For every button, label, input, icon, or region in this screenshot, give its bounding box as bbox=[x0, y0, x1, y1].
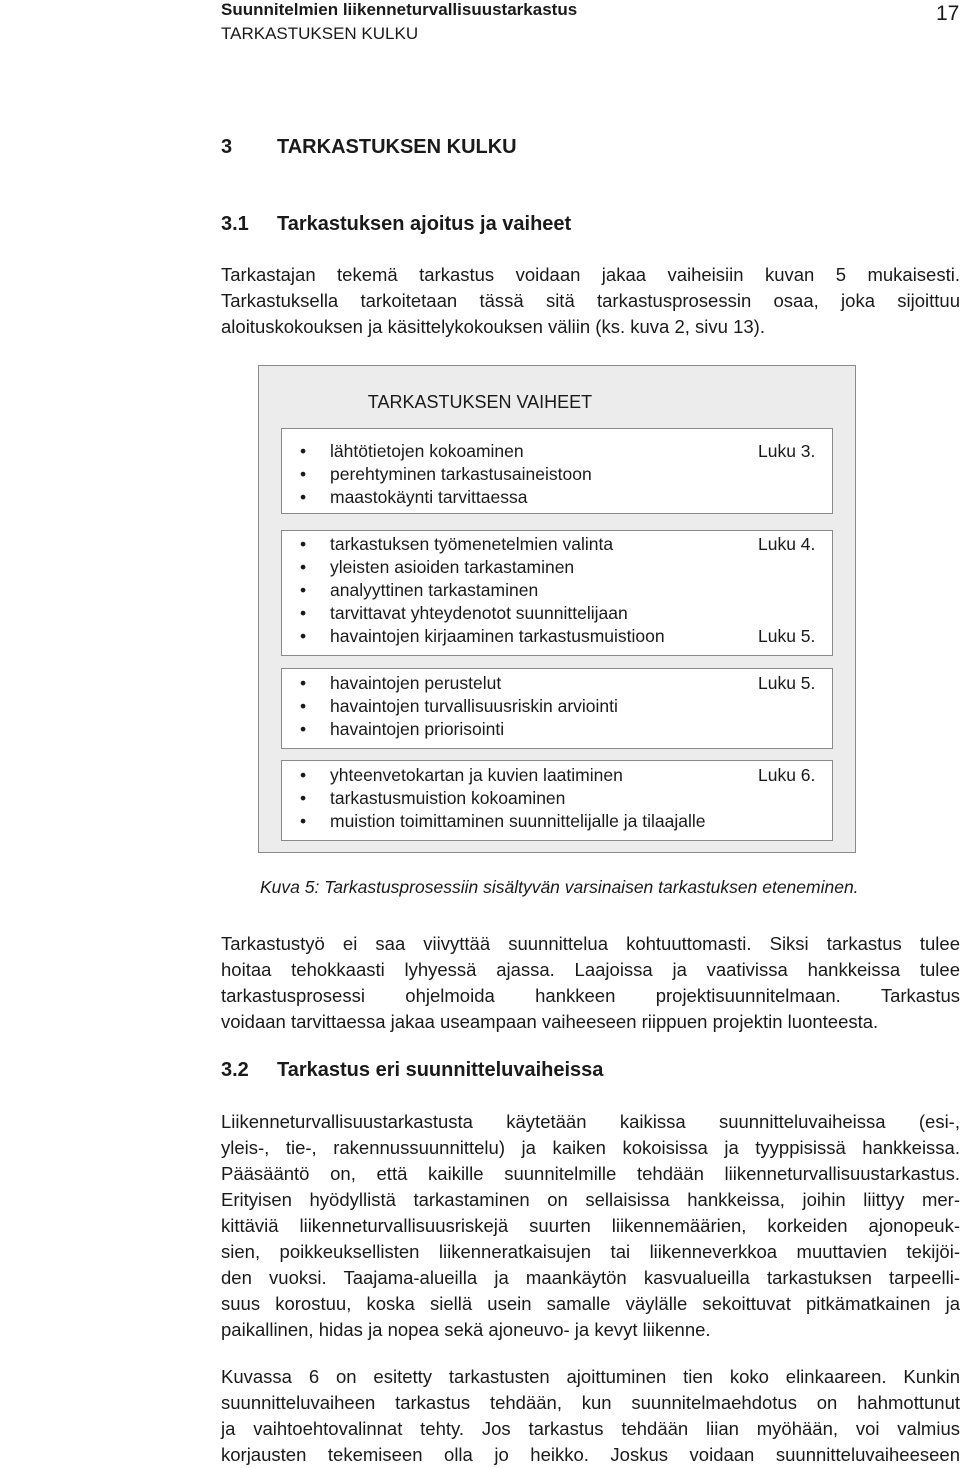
phase-item: • maastokäynti tarvittaessa bbox=[300, 487, 528, 507]
paragraph-line: Kuvassa 6 on esitetty tarkastusten ajoittuminen tien koko elinkaareen. Kunkin bbox=[221, 1366, 960, 1387]
paragraph-line: korjausten tekemiseen olla jo heikko. Joskus voidaan suunnitteluvaiheeseen bbox=[221, 1444, 960, 1465]
phase-item: • perehtyminen tarkastusaineistoon bbox=[300, 464, 592, 484]
paragraph-line: tarkastusprosessi ohjelmoida hankkeen projektisuunnitelmaan. Tarkastus bbox=[221, 985, 960, 1006]
bullet-icon: • bbox=[300, 464, 307, 484]
intro-paragraph bbox=[221, 262, 960, 340]
paragraph-line: yleis-, tie-, rakennussuunnittelu) ja kaiken kokoisissa ja tyyppisissä hankkeissa. bbox=[221, 1137, 960, 1158]
paragraph-planning-phases bbox=[221, 1109, 960, 1343]
bullet-icon: • bbox=[300, 788, 307, 808]
bullet-icon: • bbox=[300, 626, 307, 646]
section-heading-3-2 bbox=[221, 1059, 603, 1082]
paragraph-line: suunnitteluvaiheen tarkastus tehdään, kun suunnitelmaehdotus on hahmottunut bbox=[221, 1392, 960, 1413]
phase-item: • tarkastusmuistion kokoaminen bbox=[300, 788, 566, 808]
paragraph-line: suus korostuu, koska siellä usein samalle väylälle sekoittuvat pitkämatkainen ja bbox=[221, 1293, 960, 1314]
bullet-icon: • bbox=[300, 487, 307, 507]
paragraph-line: Erityisen hyödyllistä tarkastaminen on sellaisissa hankkeissa, joihin liittyy mer- bbox=[221, 1189, 960, 1210]
paragraph-line: Tarkastajan tekemä tarkastus voidaan jakaa vaiheisiin kuvan 5 mukaisesti. bbox=[221, 264, 960, 285]
phase-item: • tarvittavat yhteydenotot suunnittelijaan bbox=[300, 603, 628, 623]
figure-title: TARKASTUKSEN VAIHEET bbox=[367, 392, 593, 412]
paragraph-timing bbox=[221, 931, 960, 1035]
chapter-reference: Luku 5. bbox=[758, 626, 816, 646]
paragraph-line: voidaan tarvittaessa jakaa useampaan vaiheeseen riippuen projektin luonteesta. bbox=[221, 1011, 879, 1032]
chapter-title: TARKASTUKSEN KULKU bbox=[277, 136, 517, 158]
paragraph-line: kittäviä liikenneturvallisuusriskejä suurten liikennemäärien, korkeiden ajonopeuk- bbox=[221, 1215, 960, 1236]
paragraph-line: Tarkastuksella tarkoitetaan tässä sitä tarkastusprosessin osaa, joka sijoittuu bbox=[221, 290, 960, 311]
paragraph-lifecycle bbox=[221, 1364, 960, 1468]
bullet-icon: • bbox=[300, 673, 307, 693]
bullet-icon: • bbox=[300, 441, 307, 461]
section-title: Tarkastus eri suunnitteluvaiheissa bbox=[277, 1059, 604, 1081]
section-title: Tarkastuksen ajoitus ja vaiheet bbox=[277, 213, 572, 235]
phase-item: • lähtötietojen kokoaminen bbox=[300, 441, 524, 461]
chapter-heading bbox=[221, 136, 517, 159]
phase-item: • analyyttinen tarkastaminen bbox=[300, 580, 539, 600]
running-header-title: Suunnitelmien liikenneturvallisuustarkastus bbox=[221, 0, 578, 19]
phase-item: • havaintojen perustelut bbox=[300, 673, 502, 693]
paragraph-line: aloituskokouksen ja käsittelykokouksen väliin (ks. kuva 2, sivu 13). bbox=[221, 316, 765, 337]
phase-item: • yleisten asioiden tarkastaminen bbox=[300, 557, 575, 577]
figure-caption: Kuva 5: Tarkastusprosessiin sisältyvän varsinaisen tarkastuksen eteneminen. bbox=[260, 877, 859, 897]
bullet-icon: • bbox=[300, 811, 307, 831]
bullet-icon: • bbox=[300, 765, 307, 785]
chapter-reference: Luku 5. bbox=[758, 673, 816, 693]
bullet-icon: • bbox=[300, 603, 307, 623]
paragraph-line: sien, poikkeuksellisten liikenneratkaisujen tai liikenneverkkoa muuttavien tekijöi- bbox=[221, 1241, 960, 1262]
paragraph-line: Pääsääntö on, että kaikille suunnitelmille tehdään liikenneturvallisuustarkastus. bbox=[221, 1163, 960, 1184]
page-number: 17 bbox=[936, 2, 960, 25]
section-heading-3-1 bbox=[221, 213, 571, 236]
section-number: 3.1 bbox=[221, 213, 249, 235]
bullet-icon: • bbox=[300, 534, 307, 554]
paragraph-line: Tarkastustyö ei saa viivyttää suunnittelua kohtuuttomasti. Siksi tarkastus tulee bbox=[221, 933, 960, 954]
running-header-section: TARKASTUKSEN KULKU bbox=[221, 24, 419, 43]
phase-item: • havaintojen kirjaaminen tarkastusmuistioon bbox=[300, 626, 665, 646]
section-number: 3.2 bbox=[221, 1059, 249, 1081]
paragraph-line: hoitaa tehokkaasti lyhyessä ajassa. Laajoissa ja vaativissa hankkeissa tulee bbox=[221, 959, 960, 980]
chapter-reference: Luku 6. bbox=[758, 765, 816, 785]
phase-item: • yhteenvetokartan ja kuvien laatiminen bbox=[300, 765, 623, 785]
paragraph-line: paikallinen, hidas ja nopea sekä ajoneuvo- ja kevyt liikenne. bbox=[221, 1319, 711, 1340]
phase-item: • havaintojen priorisointi bbox=[300, 719, 505, 739]
phase-item: • tarkastuksen työmenetelmien valinta bbox=[300, 534, 614, 554]
chapter-reference: Luku 3. bbox=[758, 441, 816, 461]
paragraph-line: ja vaihtoehtovalinnat tehty. Jos tarkastus tehdään liian myöhään, voi valmius bbox=[221, 1418, 960, 1439]
phase-item: • havaintojen turvallisuusriskin arviointi bbox=[300, 696, 618, 716]
phase-item: • muistion toimittaminen suunnittelijalle ja tilaajalle bbox=[300, 811, 706, 831]
bullet-icon: • bbox=[300, 696, 307, 716]
chapter-reference: Luku 4. bbox=[758, 534, 816, 554]
paragraph-line: den vuoksi. Taajama-alueilla ja maankäytön kasvualueilla tarkastuksen tarpeelli- bbox=[221, 1267, 960, 1288]
bullet-icon: • bbox=[300, 580, 307, 600]
chapter-number: 3 bbox=[221, 136, 233, 158]
bullet-icon: • bbox=[300, 719, 307, 739]
bullet-icon: • bbox=[300, 557, 307, 577]
paragraph-line: Liikenneturvallisuustarkastusta käytetään kaikissa suunnitteluvaiheissa (esi-, bbox=[221, 1111, 960, 1132]
